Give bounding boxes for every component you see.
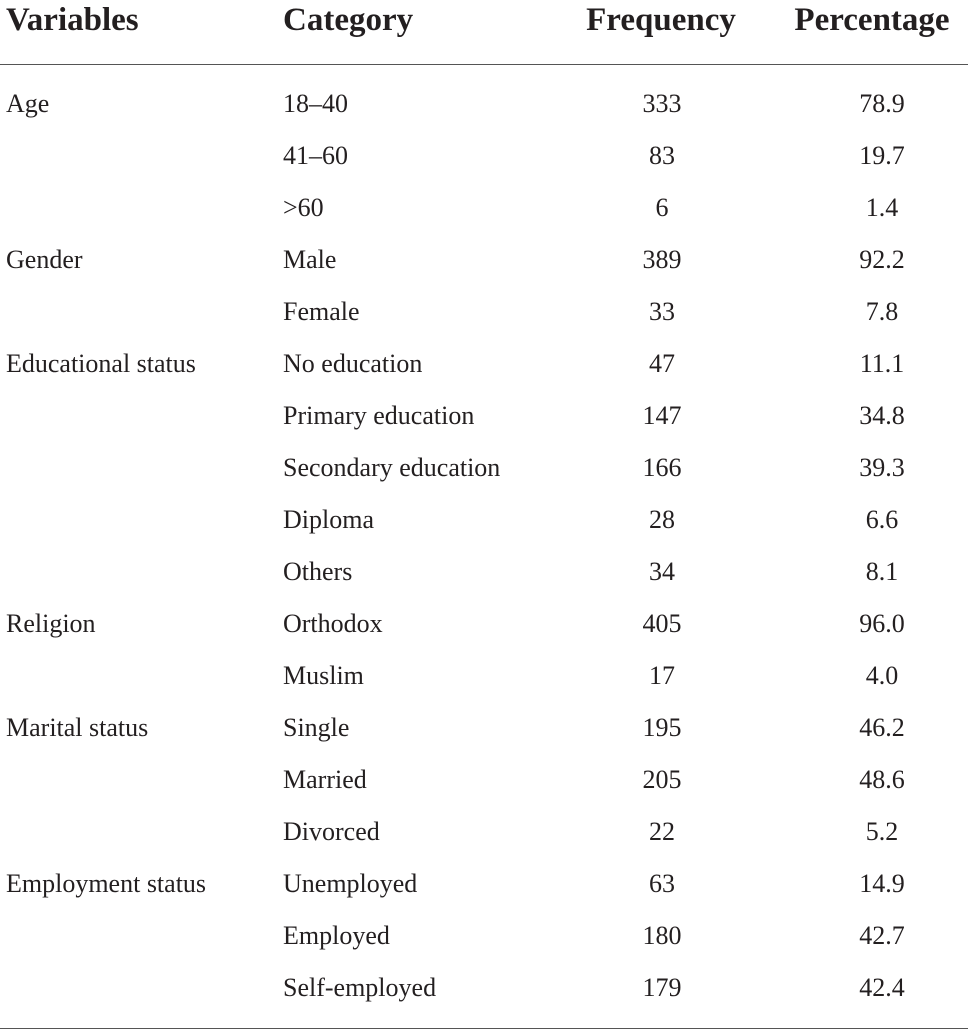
- table-row: [0, 130, 968, 182]
- variable-cell: [0, 390, 276, 442]
- variable-cell: Age: [6, 89, 50, 118]
- percentage-cell: 14.9: [859, 869, 905, 898]
- frequency-cell: 6: [655, 193, 669, 222]
- frequency-cell: 195: [642, 713, 682, 742]
- category-cell: Muslim: [283, 661, 364, 690]
- percentage-cell: 34.8: [859, 401, 905, 430]
- variable-cell: [0, 442, 276, 494]
- category-cell: Female: [283, 297, 360, 326]
- variable-cell: [0, 806, 276, 858]
- variable-cell: [0, 754, 276, 806]
- variable-cell: Employment status: [6, 869, 207, 898]
- category-cell: Employed: [283, 921, 390, 950]
- percentage-cell: 4.0: [865, 661, 899, 690]
- table-row: [0, 78, 968, 130]
- category-cell: 41–60: [283, 141, 348, 170]
- category-cell: Unemployed: [283, 869, 418, 898]
- variable-cell: Marital status: [6, 713, 149, 742]
- variable-cell: [0, 546, 276, 598]
- frequency-cell: 205: [642, 765, 682, 794]
- header-rule: [0, 64, 968, 65]
- category-cell: Diploma: [283, 505, 374, 534]
- table-body: [0, 46, 968, 1014]
- percentage-cell: 96.0: [859, 609, 905, 638]
- frequency-cell: 147: [642, 401, 682, 430]
- table-row: [0, 858, 968, 910]
- table-row: [0, 182, 968, 234]
- table-row: [0, 910, 968, 962]
- frequency-cell: 63: [649, 869, 675, 898]
- header-percentage: Percentage: [794, 2, 950, 38]
- percentage-cell: 48.6: [859, 765, 905, 794]
- header-variables: Variables: [6, 2, 139, 38]
- table-row: [0, 702, 968, 754]
- table-row: [0, 234, 968, 286]
- category-cell: 18–40: [283, 89, 348, 118]
- table-row: [0, 962, 968, 1014]
- header-category: Category: [283, 2, 414, 38]
- category-cell: Orthodox: [283, 609, 383, 638]
- percentage-cell: 46.2: [859, 713, 905, 742]
- header-row: [0, 0, 968, 46]
- variable-cell: Gender: [6, 245, 83, 274]
- category-cell: Secondary education: [283, 453, 501, 482]
- frequency-cell: 333: [642, 89, 682, 118]
- category-cell: Primary education: [283, 401, 475, 430]
- table-row: [0, 546, 968, 598]
- frequency-cell: 389: [642, 245, 682, 274]
- variable-cell: [0, 910, 276, 962]
- footer-rule: [0, 1028, 968, 1029]
- variable-cell: [0, 494, 276, 546]
- percentage-cell: 78.9: [859, 89, 905, 118]
- variable-cell: [0, 182, 276, 234]
- category-cell: Others: [283, 557, 353, 586]
- percentage-cell: 39.3: [859, 453, 905, 482]
- variable-cell: [0, 130, 276, 182]
- frequency-cell: 47: [649, 349, 675, 378]
- percentage-cell: 1.4: [865, 193, 899, 222]
- category-cell: Single: [283, 713, 350, 742]
- frequency-cell: 34: [649, 557, 675, 586]
- table-row: [0, 650, 968, 702]
- frequency-cell: 180: [642, 921, 682, 950]
- category-cell: Male: [283, 245, 337, 274]
- header-frequency: Frequency: [586, 2, 736, 38]
- frequency-cell: 83: [649, 141, 675, 170]
- category-cell: Married: [283, 765, 367, 794]
- category-cell: No education: [283, 349, 423, 378]
- percentage-cell: 5.2: [865, 817, 899, 846]
- variable-cell: [0, 962, 276, 1014]
- table-row: [0, 494, 968, 546]
- variable-cell: Religion: [6, 609, 96, 638]
- frequency-cell: 17: [649, 661, 675, 690]
- frequency-cell: 166: [642, 453, 682, 482]
- frequency-cell: 22: [649, 817, 675, 846]
- table-row: [0, 598, 968, 650]
- category-cell: Self-employed: [283, 973, 437, 1002]
- variable-cell: [0, 650, 276, 702]
- category-cell: Divorced: [283, 817, 380, 846]
- percentage-cell: 92.2: [859, 245, 905, 274]
- header-spacer: [0, 46, 968, 78]
- percentage-cell: 42.4: [859, 973, 905, 1002]
- variable-cell: Educational status: [6, 349, 196, 378]
- table-row: [0, 806, 968, 858]
- percentage-cell: 11.1: [859, 349, 905, 378]
- table-row: [0, 390, 968, 442]
- frequency-cell: 28: [649, 505, 675, 534]
- table-row: [0, 754, 968, 806]
- percentage-cell: 42.7: [859, 921, 905, 950]
- percentage-cell: 7.8: [865, 297, 899, 326]
- percentage-cell: 19.7: [859, 141, 905, 170]
- variable-cell: [0, 286, 276, 338]
- frequency-cell: 33: [649, 297, 675, 326]
- table-row: [0, 338, 968, 390]
- frequency-cell: 179: [642, 973, 682, 1002]
- frequency-cell: 405: [642, 609, 682, 638]
- percentage-cell: 8.1: [865, 557, 899, 586]
- table-row: [0, 442, 968, 494]
- category-cell: >60: [283, 193, 324, 222]
- table-row: [0, 286, 968, 338]
- percentage-cell: 6.6: [865, 505, 899, 534]
- table-header: [0, 0, 968, 46]
